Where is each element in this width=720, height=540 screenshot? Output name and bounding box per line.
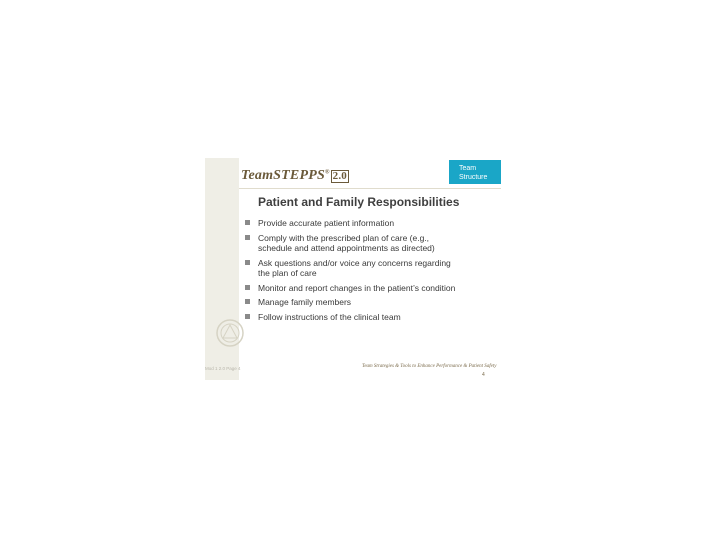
footer-tagline: Team Strategies & Tools to Enhance Performance & Patient Safety [362, 364, 497, 369]
title-divider [239, 188, 501, 189]
bullet-square-icon [245, 299, 250, 304]
footer-module-label: Mod 1 2.0 Page 4 [205, 366, 241, 371]
bullet-square-icon [245, 314, 250, 319]
bullet-item [245, 283, 505, 294]
bullet-square-icon [245, 235, 250, 240]
bullet-text-continued: schedule and attend appointments as directed) [258, 243, 435, 253]
bullet-item [245, 218, 505, 229]
section-tab-line2: Structure [459, 174, 488, 181]
bullet-text: Follow instructions of the clinical team [258, 311, 401, 322]
bullet-square-icon [245, 260, 250, 265]
bullet-item [245, 233, 505, 254]
bullet-text: Manage family members [258, 297, 352, 307]
bullet-square-icon [245, 285, 250, 290]
seal-icon [215, 318, 245, 348]
bullet-text-continued: the plan of care [258, 268, 317, 278]
bullet-item [245, 297, 505, 308]
slide-title: Patient and Family Responsibilities [258, 195, 460, 209]
page-number: 4 [482, 372, 485, 378]
bullet-text: Provide accurate patient information [258, 218, 395, 228]
teamstepps-logo [241, 168, 349, 184]
logo-registered-mark: ® [324, 169, 330, 176]
bullet-item [245, 258, 505, 279]
bullet-list [245, 218, 505, 326]
logo-text: TeamSTEPPS [241, 168, 325, 183]
bullet-text: Ask questions and/or voice any concerns regarding [258, 257, 451, 268]
logo-version: 2.0 [332, 170, 347, 182]
slide [205, 158, 515, 380]
bullet-text: Comply with the prescribed plan of care (e.g., [258, 232, 430, 243]
section-tab [449, 160, 501, 184]
bullet-text: Monitor and report changes in the patient’s condition [258, 282, 456, 293]
section-tab-line1: Team [459, 165, 477, 172]
bullet-item [245, 312, 505, 323]
bullet-square-icon [245, 220, 250, 225]
